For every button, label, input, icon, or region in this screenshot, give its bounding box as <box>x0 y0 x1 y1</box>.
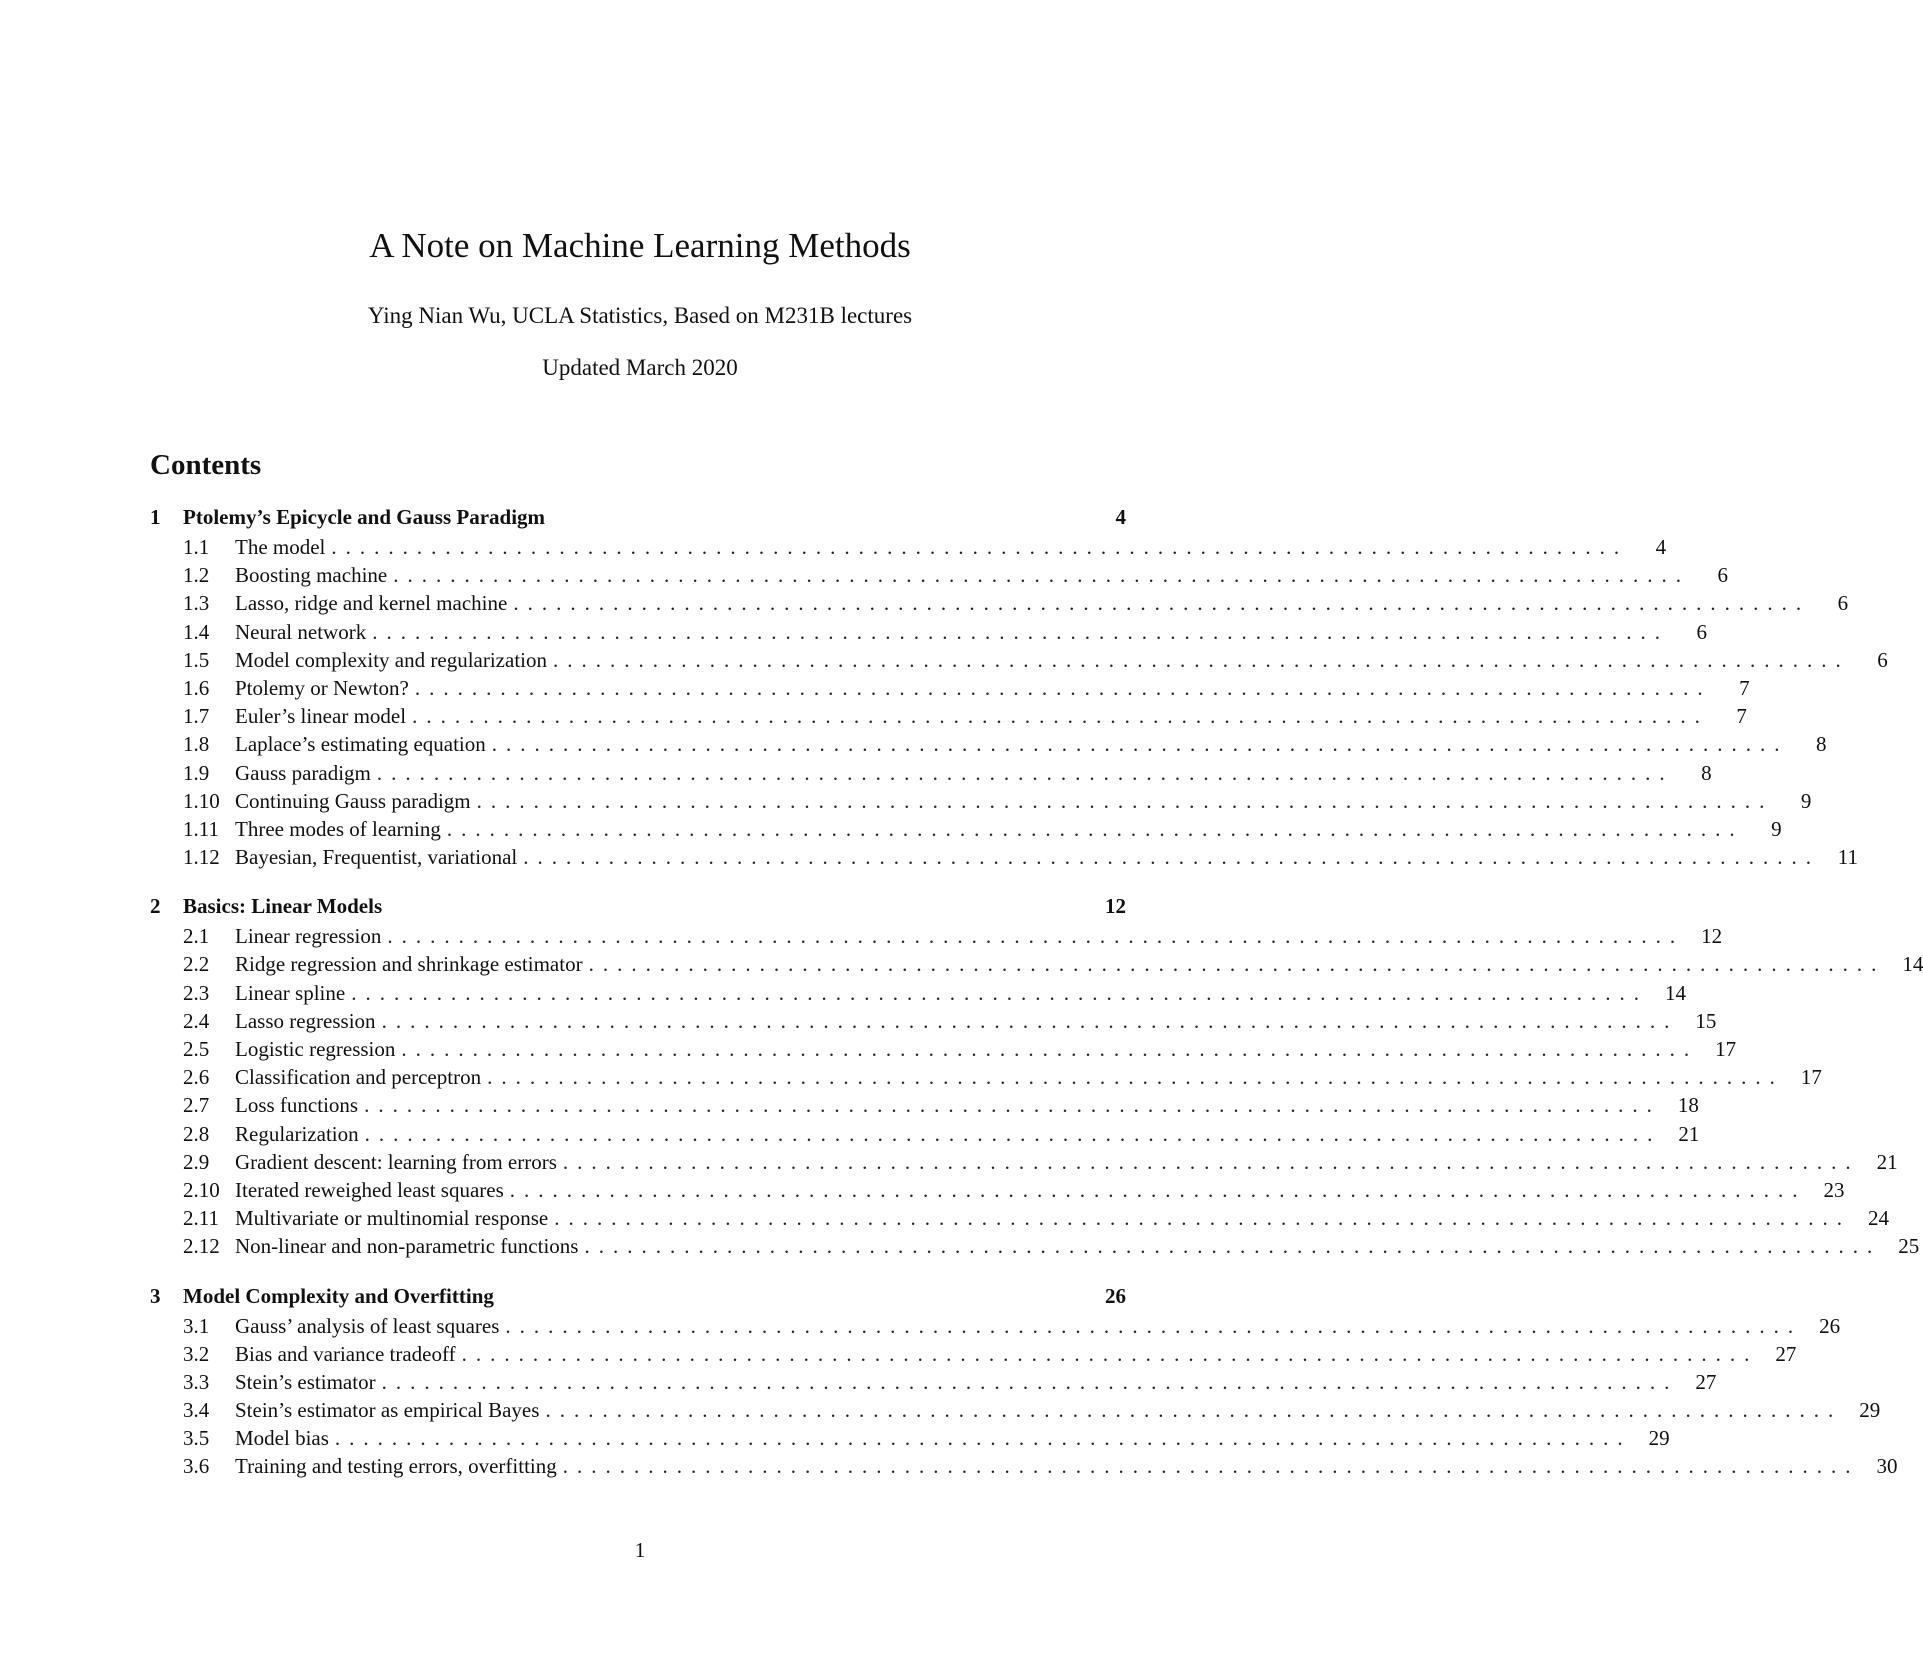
entry-number: 3.5 <box>183 1426 210 1451</box>
entry-title: Laplace’s estimating equation <box>235 732 486 757</box>
entry-number: 1.8 <box>183 732 210 757</box>
entry-number: 1.5 <box>183 647 210 672</box>
entry-number: 1.6 <box>183 675 210 700</box>
entry-number: 3.6 <box>183 1454 210 1479</box>
toc-entry[interactable] <box>150 647 1888 676</box>
toc-entry[interactable] <box>150 1398 1881 1426</box>
toc-entry[interactable] <box>150 788 1812 817</box>
toc-entry[interactable] <box>150 591 1849 619</box>
entry-title: Iterated reweighed least squares <box>235 1177 504 1202</box>
toc-entry[interactable] <box>150 845 1859 873</box>
entry-number: 3.3 <box>183 1369 210 1394</box>
entry-title: Ridge regression and shrinkage estimator <box>235 952 583 977</box>
dot-leader: ........................................................................................... <box>584 1234 1882 1259</box>
section-page: 26 <box>1105 1283 1126 1308</box>
dot-leader: ........................................................................................... <box>554 1206 1851 1231</box>
toc-entry[interactable] <box>150 1065 1822 1093</box>
entry-title: Multivariate or multinomial response <box>235 1206 549 1231</box>
entry-number: 3.2 <box>183 1341 210 1366</box>
entry-number: 1.11 <box>183 816 219 841</box>
dot-leader: ........................................................................................... <box>487 1065 1784 1090</box>
entry-title: Continuing Gauss paradigm <box>235 788 471 813</box>
toc-section-heading[interactable] <box>150 1284 1126 1314</box>
entry-title: Model bias <box>235 1426 329 1451</box>
toc-entry[interactable] <box>150 1454 1898 1482</box>
entry-title: Loss functions <box>235 1093 359 1118</box>
entry-number: 2.10 <box>183 1177 220 1202</box>
entry-number: 1.7 <box>183 704 210 729</box>
toc-entry[interactable] <box>150 1206 1889 1234</box>
dot-leader: ........................................................................................... <box>446 816 1744 841</box>
entry-page: 14 <box>1902 952 1923 977</box>
entry-page: 6 <box>1877 647 1888 672</box>
entry-page: 23 <box>1823 1177 1845 1202</box>
entry-title: Bayesian, Frequentist, variational <box>235 845 518 870</box>
dot-leader: ........................................................................................... <box>545 1398 1843 1423</box>
toc-section <box>150 505 1888 873</box>
toc-entry[interactable] <box>150 619 1707 648</box>
toc-entry[interactable] <box>150 924 1723 952</box>
entry-number: 1.10 <box>183 788 220 813</box>
entry-number: 2.9 <box>183 1149 210 1174</box>
entry-page: 6 <box>1717 563 1728 588</box>
entry-title: Lasso, ridge and kernel machine <box>235 591 508 616</box>
entry-page: 26 <box>1819 1313 1841 1338</box>
entry-title: Boosting machine <box>235 563 388 588</box>
entry-page: 18 <box>1677 1093 1699 1118</box>
entry-page: 8 <box>1816 732 1827 757</box>
entry-page: 4 <box>1655 535 1667 559</box>
toc-entry[interactable] <box>150 1037 1737 1065</box>
toc-entry[interactable] <box>150 535 1667 563</box>
dot-leader: ........................................................................................... <box>381 1008 1679 1033</box>
entry-page: 29 <box>1648 1426 1670 1451</box>
dot-leader: ........................................................................................... <box>523 845 1821 870</box>
entry-title: Gradient descent: learning from errors <box>235 1149 557 1174</box>
entry-number: 1.2 <box>183 563 210 588</box>
entry-number: 2.8 <box>183 1121 210 1146</box>
document-title: A Note on Machine Learning Methods <box>369 226 911 265</box>
entry-title: Euler’s linear model <box>235 704 407 729</box>
entry-page: 27 <box>1695 1369 1717 1394</box>
dot-leader: ........................................................................................... <box>364 1121 1662 1146</box>
section-title: Basics: Linear Models <box>183 894 383 919</box>
entry-title: Gauss paradigm <box>235 760 371 785</box>
dot-leader: ........................................................................................... <box>381 1369 1679 1394</box>
dot-leader: ........................................................................................... <box>562 1454 1860 1479</box>
toc-section-heading[interactable] <box>150 505 1126 535</box>
toc-entry[interactable] <box>150 563 1728 591</box>
entry-title: Bias and variance tradeoff <box>235 1341 456 1366</box>
section-page: 4 <box>1115 505 1126 529</box>
dot-leader: ........................................................................................... <box>376 760 1674 785</box>
dot-leader: ........................................................................................... <box>372 619 1669 644</box>
entry-title: Classification and perceptron <box>235 1065 482 1090</box>
entry-number: 1.3 <box>183 591 210 616</box>
entry-number: 3.4 <box>183 1398 210 1423</box>
entry-page: 24 <box>1867 1206 1889 1231</box>
entry-number: 2.12 <box>183 1234 220 1259</box>
section-number: 2 <box>150 894 161 919</box>
dot-leader: ........................................................................................... <box>491 732 1789 757</box>
dot-leader: ........................................................................................... <box>393 563 1690 588</box>
toc-entry[interactable] <box>150 732 1827 760</box>
section-title: Ptolemy’s Epicycle and Gauss Paradigm <box>183 505 546 529</box>
section-number: 1 <box>150 505 161 529</box>
entry-page: 17 <box>1800 1065 1822 1090</box>
dot-leader: ........................................................................................... <box>412 704 1709 729</box>
entry-page: 21 <box>1876 1149 1898 1174</box>
entry-page: 9 <box>1800 788 1812 813</box>
section-page: 12 <box>1105 894 1126 919</box>
entry-number: 2.4 <box>183 1008 210 1033</box>
entry-page: 11 <box>1837 845 1859 870</box>
dot-leader: ........................................................................................... <box>513 591 1811 616</box>
entry-number: 1.12 <box>183 845 220 870</box>
toc-entry[interactable] <box>150 675 1750 704</box>
entry-title: Model complexity and regularization <box>235 647 547 672</box>
toc-entry[interactable] <box>150 1121 1700 1150</box>
toc-entry[interactable] <box>150 952 1923 980</box>
entry-number: 2.5 <box>183 1037 210 1061</box>
dot-leader: ........................................................................................... <box>334 1426 1632 1451</box>
entry-number: 2.3 <box>183 980 210 1005</box>
entry-number: 3.1 <box>183 1313 210 1338</box>
dot-leader: ........................................................................................... <box>562 1149 1860 1174</box>
toc-entry[interactable] <box>150 1093 1699 1121</box>
dot-leader: ........................................................................................... <box>505 1313 1803 1338</box>
toc-entry[interactable] <box>150 1426 1670 1454</box>
entry-title: Gauss’ analysis of least squares <box>235 1313 500 1338</box>
toc-section <box>150 1283 1898 1483</box>
section-title: Model Complexity and Overfitting <box>183 1283 494 1308</box>
entry-title: Neural network <box>235 619 367 644</box>
entry-number: 1.1 <box>183 535 210 559</box>
entry-page: 7 <box>1736 704 1747 729</box>
entry-page: 25 <box>1898 1234 1920 1259</box>
entry-page: 6 <box>1837 591 1849 616</box>
entry-title: Stein’s estimator <box>235 1369 376 1394</box>
date-line: Updated March 2020 <box>542 355 738 380</box>
toc-entry[interactable] <box>150 704 1747 732</box>
entry-title: Stein’s estimator as empirical Bayes <box>235 1398 540 1423</box>
toc-entry[interactable] <box>150 1008 1717 1037</box>
entry-page: 27 <box>1775 1341 1797 1366</box>
table-of-contents <box>150 505 1923 1504</box>
contents-heading: Contents <box>150 449 262 481</box>
entry-number: 2.1 <box>183 924 210 949</box>
page-number: 1 <box>634 1538 646 1562</box>
dot-leader: ........................................................................................... <box>351 980 1648 1005</box>
entry-page: 21 <box>1678 1121 1700 1146</box>
dot-leader: ........................................................................................... <box>364 1093 1661 1118</box>
entry-title: Logistic regression <box>235 1037 396 1061</box>
toc-entry[interactable] <box>150 1149 1898 1178</box>
dot-leader: ........................................................................................... <box>387 924 1685 949</box>
entry-page: 6 <box>1696 619 1707 644</box>
dot-leader: ........................................................................................... <box>588 952 1886 977</box>
section-number: 3 <box>150 1283 161 1308</box>
toc-entry[interactable] <box>150 1313 1841 1342</box>
dot-leader: ........................................................................................... <box>476 788 1774 813</box>
entry-title: Linear spline <box>235 980 346 1005</box>
entry-number: 2.6 <box>183 1065 210 1090</box>
entry-title: Regularization <box>235 1121 359 1146</box>
entry-page: 7 <box>1739 675 1750 700</box>
entry-page: 8 <box>1701 760 1712 785</box>
dot-leader: ........................................................................................... <box>401 1037 1699 1061</box>
entry-page: 15 <box>1695 1008 1717 1033</box>
dot-leader: ........................................................................................... <box>509 1177 1807 1202</box>
entry-title: Training and testing errors, overfitting <box>235 1454 557 1479</box>
toc-section <box>150 894 1923 1262</box>
toc-entry[interactable] <box>150 816 1782 845</box>
entry-title: Linear regression <box>235 924 382 949</box>
dot-leader: ........................................................................................... <box>553 647 1850 672</box>
entry-number: 1.9 <box>183 760 210 785</box>
entry-title: Three modes of learning <box>235 816 441 841</box>
dot-leader: ........................................................................................... <box>461 1341 1759 1366</box>
toc-entry[interactable] <box>150 1341 1797 1370</box>
entry-title: Non-linear and non-parametric functions <box>235 1234 579 1259</box>
entry-page: 9 <box>1771 816 1782 841</box>
dot-leader: ........................................................................................... <box>331 535 1629 559</box>
toc-entry[interactable] <box>150 1234 1920 1262</box>
entry-page: 14 <box>1664 980 1686 1005</box>
entry-number: 2.2 <box>183 952 210 977</box>
entry-page: 30 <box>1876 1454 1898 1479</box>
entry-title: Lasso regression <box>235 1008 376 1033</box>
entry-number: 2.7 <box>183 1093 210 1118</box>
entry-number: 2.11 <box>183 1206 219 1231</box>
toc-entry[interactable] <box>150 760 1712 789</box>
toc-entry[interactable] <box>150 980 1686 1009</box>
entry-number: 1.4 <box>183 619 210 644</box>
toc-entry[interactable] <box>150 1177 1845 1206</box>
entry-page: 17 <box>1715 1037 1737 1061</box>
entry-page: 12 <box>1701 924 1723 949</box>
dot-leader: ........................................................................................... <box>414 675 1712 700</box>
entry-title: Ptolemy or Newton? <box>235 675 409 700</box>
toc-section-heading[interactable] <box>150 894 1126 924</box>
entry-title: The model <box>235 535 326 559</box>
author-line: Ying Nian Wu, UCLA Statistics, Based on M231B lectures <box>367 303 913 328</box>
toc-entry[interactable] <box>150 1369 1717 1398</box>
entry-page: 29 <box>1859 1398 1881 1423</box>
